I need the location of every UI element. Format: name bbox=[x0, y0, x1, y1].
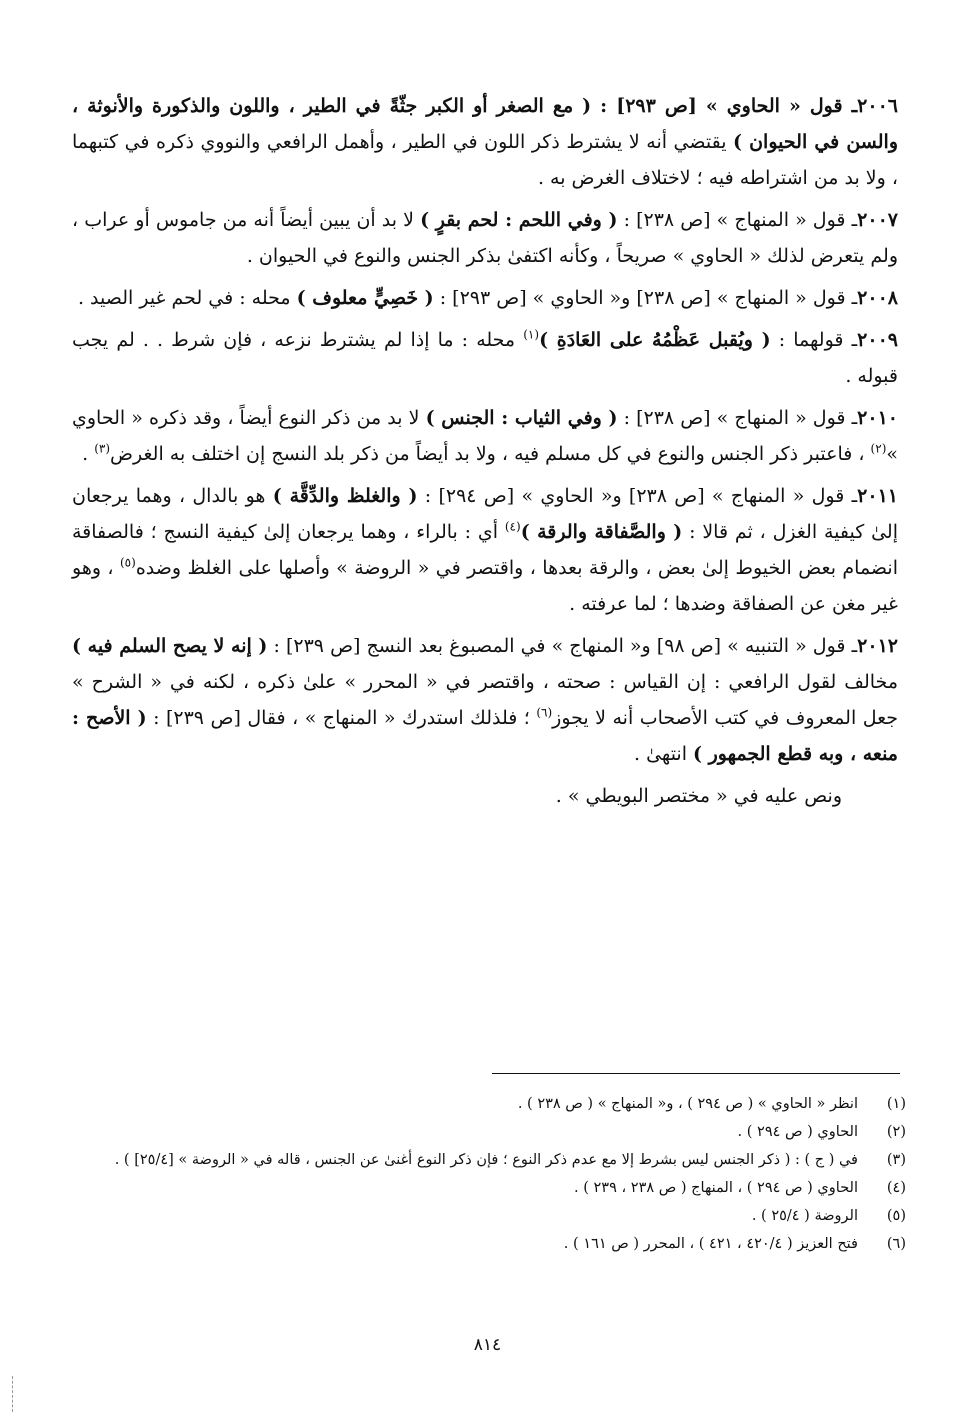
footnote bbox=[72, 1146, 906, 1174]
closing-line: ونص عليه في « مختصر البويطي » . bbox=[555, 785, 842, 807]
commentary-text: مخالف لقول الرافعي : إن القياس : صحته ، واقتصر في « المحرر » علىٰ ذكره ، لكنه في « الشرح » جعل المعروف في كتب الأصحاب أنه لا يجوز bbox=[72, 671, 898, 729]
footnote-ref[interactable]: (١) bbox=[523, 327, 540, 342]
entry-number: ٢٠١١ bbox=[857, 485, 898, 507]
main-text bbox=[72, 88, 898, 820]
footnote-ref[interactable]: (٣) bbox=[94, 441, 111, 456]
quoted-text: ( والصَّفاقة والرقة ) bbox=[520, 521, 683, 543]
footnote-ref[interactable]: (٤) bbox=[504, 519, 521, 534]
commentary-text: يقتضي أنه لا يشترط ذكر اللون في الطير ، وأهمل الرافعي والنووي ذكره في كتبهما ، ولا بد من اشتراطه فيه ؛ لاختلاف الغرض به . bbox=[72, 131, 898, 189]
commentary-text: لا بد من ذكر النوع أيضاً ، وقد ذكره « الحاوي » bbox=[72, 407, 898, 465]
quoted-text: ( خَصِيٍّ معلوف ) bbox=[296, 287, 434, 309]
commentary-text: ، فاعتبر ذكر الجنس والنوع في كل مسلم فيه ، ولا بد أيضاً من ذكر بلد النسج إن اختلف به الغرض bbox=[110, 443, 871, 465]
quoted-text: ( ويُقبل عَظْمُهُ على العَادَةِ ) bbox=[539, 329, 771, 351]
footnote bbox=[72, 1202, 906, 1230]
entry-intro: ـ قول « الحاوي » [ص ٢٩٣] : bbox=[591, 95, 858, 117]
margin-mark bbox=[12, 1376, 13, 1412]
entry-2012 bbox=[72, 628, 898, 772]
entry-intro: ـ قولهما : bbox=[770, 329, 858, 351]
entry-2008 bbox=[72, 280, 898, 316]
footnotes bbox=[72, 1090, 906, 1258]
footnote-number: (٦) bbox=[886, 1236, 906, 1252]
commentary-text: ؛ فلذلك استدرك « المنهاج » ، فقال [ص ٢٣٩] : bbox=[146, 707, 537, 729]
entry-number: ٢٠٠٨ bbox=[857, 287, 898, 309]
quoted-text: ( وفي الثياب : الجنس ) bbox=[425, 407, 618, 429]
quoted-text: ( وفي اللحم : لحم بقرٍ ) bbox=[420, 209, 618, 231]
footnote bbox=[72, 1118, 906, 1146]
footnote-text: فتح العزيز ( ٤٢٠/٤ ، ٤٢١ ) ، المحرر ( ص ١٦١ ) . bbox=[563, 1236, 858, 1252]
entry-number: ٢٠١٠ bbox=[857, 407, 898, 429]
commentary-text: لا بد أن يبين أيضاً أنه من جاموس أو عراب ، ولم يتعرض لذلك « الحاوي » صريحاً ، وكأنه اكتفىٰ بذكر الجنس والنوع في الحيوان . bbox=[72, 209, 898, 267]
commentary-text: محله : في لحم غير الصيد . bbox=[77, 287, 297, 309]
entry-intro: ـ قول « المنهاج » [ص ٢٣٨] : bbox=[617, 407, 858, 429]
footnote-ref[interactable]: (٢) bbox=[870, 441, 887, 456]
quoted-text: ( إنه لا يصح السلم فيه ) bbox=[72, 635, 268, 657]
footnote-text: الحاوي ( ص ٢٩٤ ) . bbox=[737, 1124, 858, 1140]
page-number: ٨١٤ bbox=[473, 1335, 502, 1355]
footnote-ref[interactable]: (٥) bbox=[119, 555, 136, 570]
commentary-text: . bbox=[82, 443, 95, 465]
footnote-number: (٣) bbox=[886, 1152, 906, 1168]
commentary-text: أي : بالراء ، وهما يرجعان إلىٰ كيفية النسج ؛ فالصفاقة انضمام بعض الخيوط إلىٰ بعض ، والرقة بعدها ، واقتصر في « الروضة » وأصلها على الغلظ وضده bbox=[72, 521, 898, 579]
footnote-number: (٥) bbox=[886, 1208, 906, 1224]
footnote-number: (٢) bbox=[886, 1124, 906, 1140]
footnote-text: في ( ج ) : ( ذكر الجنس ليس بشرط إلا مع عدم ذكر النوع ؛ فإن ذكر النوع أغنىٰ عن الجنس ، قاله في « الروضة » [٢٥/٤] ) . bbox=[114, 1152, 858, 1168]
entry-number: ٢٠١٢ bbox=[857, 635, 898, 657]
entry-2010 bbox=[72, 400, 898, 472]
entry-2009 bbox=[72, 322, 898, 394]
commentary-text: ، وهو غير مغن عن الصفاقة وضدها ؛ لما عرفته . bbox=[72, 557, 898, 615]
commentary-text: انتهىٰ . bbox=[634, 743, 694, 765]
footnote-divider bbox=[492, 1073, 900, 1074]
quoted-text: ( والغلظ والدِّقَّة ) bbox=[272, 485, 418, 507]
footnote-number: (٤) bbox=[886, 1180, 906, 1196]
entry-number: ٢٠٠٦ bbox=[857, 95, 898, 117]
entry-intro: ـ قول « التنبيه » [ص ٩٨] و« المنهاج » في المصبوغ بعد النسج [ص ٢٣٩] : bbox=[267, 635, 858, 657]
footnote-text: الحاوي ( ص ٢٩٤ ) ، المنهاج ( ص ٢٣٨ ، ٢٣٩ ) . bbox=[574, 1180, 858, 1196]
commentary-text: محله : ما إذا لم يشترط نزعه ، فإن شرط . . لم يجب قبوله . bbox=[72, 329, 898, 387]
entry-intro: ـ قول « المنهاج » [ص ٢٣٨] و« الحاوي » [ص ٢٩٤] : bbox=[417, 485, 858, 507]
commentary-text: هو بالدال ، وهما يرجعان إلىٰ كيفية الغزل ، ثم قالا : bbox=[72, 485, 899, 543]
entry-number: ٢٠٠٩ bbox=[857, 329, 898, 351]
footnote-text: الروضة ( ٢٥/٤ ) . bbox=[751, 1208, 858, 1224]
footnote bbox=[72, 1230, 906, 1258]
entry-2007 bbox=[72, 202, 898, 274]
footnote-number: (١) bbox=[886, 1096, 906, 1112]
quoted-text: ( مع الصغر أو الكبر جثّةً في الطير ، واللون والذكورة والأنوثة ، والسن في الحيوان ) bbox=[72, 95, 898, 153]
footnote-text: انظر « الحاوي » ( ص ٢٩٤ ) ، و« المنهاج » ( ص ٢٣٨ ) . bbox=[517, 1096, 858, 1112]
footnote bbox=[72, 1090, 906, 1118]
entry-number: ٢٠٠٧ bbox=[857, 209, 898, 231]
entry-intro: ـ قول « المنهاج » [ص ٢٣٨] و« الحاوي » [ص ٢٩٣] : bbox=[433, 287, 858, 309]
footnote bbox=[72, 1174, 906, 1202]
entry-2011 bbox=[72, 478, 898, 622]
entry-intro: ـ قول « المنهاج » [ص ٢٣٨] : bbox=[617, 209, 858, 231]
entry-2006 bbox=[72, 88, 898, 196]
footnote-ref[interactable]: (٦) bbox=[536, 705, 553, 720]
quoted-text: ( الأصح : منعه ، وبه قطع الجمهور ) bbox=[72, 707, 898, 765]
